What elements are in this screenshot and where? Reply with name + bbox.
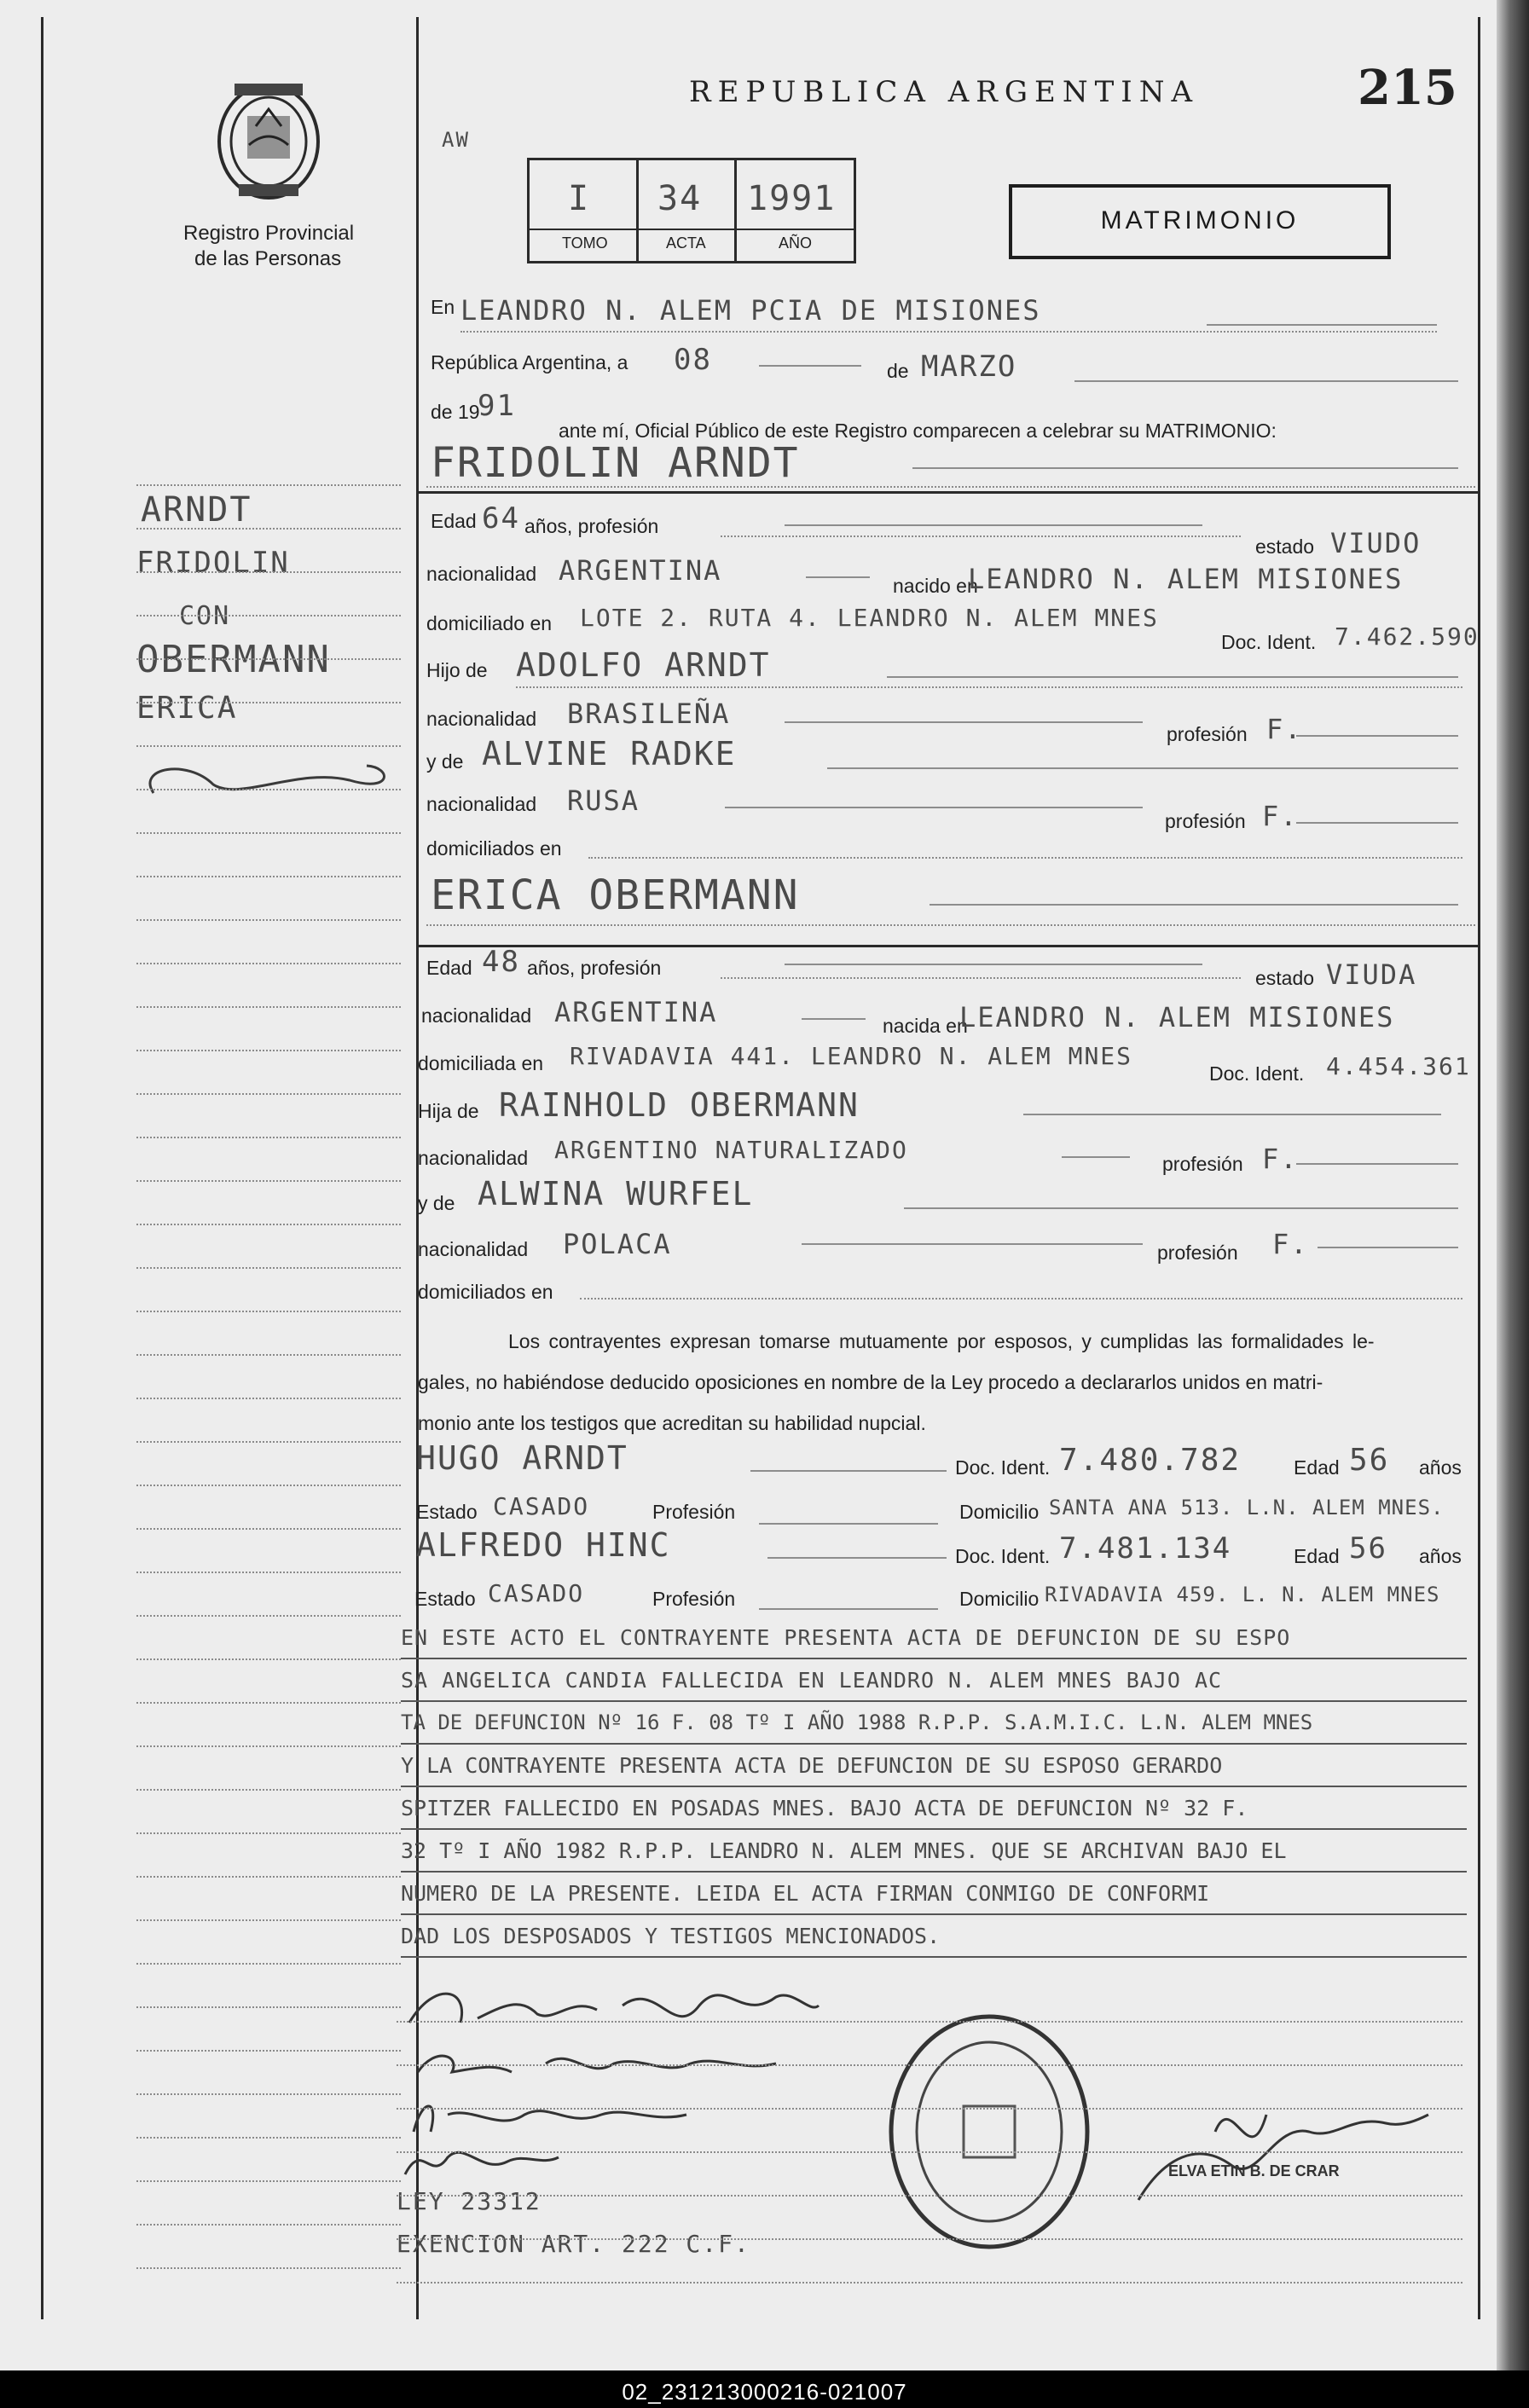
witness2-doc: 7.481.134: [1059, 1531, 1232, 1566]
rule: [136, 1398, 401, 1399]
initials: AW: [442, 128, 470, 152]
groom-domicilio: LOTE 2. RUTA 4. LEANDRO N. ALEM MNES: [580, 604, 1159, 632]
tomo-label: TOMO: [562, 234, 608, 252]
rule: [397, 2195, 1462, 2197]
record-table: [527, 158, 856, 263]
rule: [136, 1876, 401, 1878]
signature-groom: [401, 1971, 827, 2048]
rule: [588, 857, 1462, 859]
witness1-estado-label: Estado: [416, 1501, 478, 1523]
witness1-doc-label: Doc. Ident.: [955, 1456, 1051, 1479]
witness2-domicilio: RIVADAVIA 459. L. N. ALEM MNES: [1045, 1583, 1440, 1606]
rule: [136, 963, 401, 964]
rule: [136, 2006, 401, 2008]
witness2-profesion-label: Profesión: [652, 1588, 736, 1610]
rule: [401, 1700, 1467, 1702]
note-line: 32 Tº I AÑO 1982 R.P.P. LEANDRO N. ALEM MNES. QUE SE ARCHIVAN BAJO EL: [401, 1838, 1287, 1863]
witness2-edad: 56: [1349, 1531, 1387, 1566]
page-edge-shadow: [1497, 0, 1529, 2370]
rule: [516, 686, 1462, 688]
groom-parent2-nac: RUSA: [567, 784, 640, 817]
groom-parent2-prof-label: profesión: [1165, 810, 1246, 832]
rule: [401, 1828, 1467, 1830]
rule: [136, 2093, 401, 2095]
signature-bride: [401, 2038, 810, 2089]
note-line: NUMERO DE LA PRESENTE. LEIDA EL ACTA FIRMAN CONMIGO DE CONFORMI: [401, 1881, 1210, 1906]
rule: [136, 658, 401, 660]
rule: [136, 1441, 401, 1443]
rule: [136, 1702, 401, 1704]
witness1-profesion-label: Profesión: [652, 1501, 736, 1523]
bride-parent1-nac-label: nacionalidad: [418, 1147, 529, 1169]
groom-edad-label: Edad: [431, 510, 477, 532]
witness1-domicilio: SANTA ANA 513. L.N. ALEM MNES.: [1049, 1496, 1445, 1519]
bride-nacida: LEANDRO N. ALEM MISIONES: [959, 1001, 1395, 1033]
rule: [785, 524, 1202, 526]
acta-label: ACTA: [666, 234, 706, 252]
groom-nacionalidad: ARGENTINA: [559, 554, 722, 587]
rule: [802, 1018, 866, 1020]
republica-label: República Argentina, a: [431, 351, 628, 373]
groom-domiciliados-label: domiciliados en: [426, 837, 562, 860]
witness2-edad-label: Edad: [1294, 1545, 1340, 1567]
bride-parent1-prof-label: profesión: [1162, 1153, 1243, 1175]
rule: [397, 2282, 1462, 2284]
witness2-domicilio-label: Domicilio: [959, 1588, 1040, 1610]
rule: [136, 1572, 401, 1573]
witness2-estado-label: Estado: [414, 1588, 476, 1610]
rule: [136, 1137, 401, 1138]
rule: [136, 789, 401, 790]
groom-nacionalidad-label: nacionalidad: [426, 563, 537, 585]
rule: [1296, 822, 1458, 824]
rule: [136, 1093, 401, 1095]
groom-parent2-nac-label: nacionalidad: [426, 793, 537, 815]
rule: [1074, 380, 1458, 382]
note-line: TA DE DEFUNCION Nº 16 F. 08 Tº I AÑO 1988 R.P.P. S.A.M.I.C. L.N. ALEM MNES: [401, 1710, 1313, 1734]
bride-estado-label: estado: [1255, 967, 1315, 989]
marriage-place: LEANDRO N. ALEM PCIA DE MISIONES: [460, 294, 1041, 327]
note-line: Y LA CONTRAYENTE PRESENTA ACTA DE DEFUNCION DE SU ESPOSO GERARDO: [401, 1753, 1223, 1778]
rule: [136, 1963, 401, 1965]
groom-estado: VIUDO: [1330, 527, 1422, 559]
margin-line2: FRIDOLIN: [136, 546, 290, 580]
rule: [136, 1006, 401, 1008]
rule: [136, 1789, 401, 1791]
marriage-day: 08: [674, 343, 712, 377]
act-type: MATRIMONIO: [1100, 206, 1300, 234]
provincial-seal: [213, 75, 324, 203]
bride-profesion-label: años, profesión: [527, 957, 662, 979]
groom-nacido: LEANDRO N. ALEM MISIONES: [968, 563, 1404, 595]
rule: [136, 1224, 401, 1225]
rule: [136, 1528, 401, 1530]
groom-parent1-nac-label: nacionalidad: [426, 708, 537, 730]
rule: [136, 745, 401, 747]
witness2-anos-label: años: [1419, 1545, 1462, 1567]
groom-domiciliado-label: domiciliado en: [426, 612, 553, 634]
bride-doc: 4.454.361: [1326, 1052, 1471, 1080]
witness1-estado: CASADO: [493, 1492, 590, 1520]
ley-reference: LEY 23312: [397, 2187, 542, 2215]
acta-value: 34: [657, 179, 703, 218]
rule: [401, 1786, 1467, 1787]
rule: [136, 1311, 401, 1312]
en-label: En: [431, 296, 455, 318]
rule: [401, 1956, 1467, 1958]
groom-full-name: FRIDOLIN ARNDT: [431, 439, 800, 487]
rule: [725, 807, 1143, 808]
witness1-domicilio-label: Domicilio: [959, 1501, 1040, 1523]
groom-nacido-label: nacido en: [893, 575, 978, 597]
bride-parent1-label: Hija de: [418, 1100, 479, 1122]
rule: [930, 904, 1458, 906]
bride-parent2-label: y de: [418, 1192, 455, 1214]
declaration-line2: gales, no habiéndose deducido oposiciones en nombre de la Ley procedo a declararlos unidos en matri-: [418, 1371, 1323, 1393]
groom-parent1: ADOLFO ARNDT: [516, 646, 771, 684]
bride-doc-label: Doc. Ident.: [1209, 1062, 1305, 1085]
rule: [136, 528, 401, 530]
rule: [401, 1658, 1467, 1659]
rule: [136, 832, 401, 834]
bride-nacionalidad: ARGENTINA: [554, 996, 718, 1028]
bride-domiciliada-label: domiciliada en: [418, 1052, 544, 1074]
bride-parent1-nac: ARGENTINO NATURALIZADO: [554, 1136, 908, 1164]
year-prefix: de 19: [431, 401, 480, 423]
tomo-value: I: [568, 179, 591, 218]
left-border: [41, 17, 43, 2319]
groom-parent2: ALVINE RADKE: [482, 735, 737, 773]
rule: [136, 571, 401, 573]
note-line: EN ESTE ACTO EL CONTRAYENTE PRESENTA ACTA DE DEFUNCION DE SU ESPO: [401, 1625, 1291, 1650]
groom-parent2-prof: F.: [1262, 800, 1299, 832]
rule: [397, 2151, 1462, 2153]
rule: [759, 365, 861, 367]
rule: [136, 1658, 401, 1660]
office-name-line2: de las Personas: [194, 247, 342, 270]
section-divider-groom: [416, 491, 1478, 494]
intro-statement: ante mí, Oficial Público de este Registro comparecen a celebrar su MATRIMONIO:: [559, 420, 1277, 442]
rule: [136, 1832, 401, 1834]
witness2-name: ALFREDO HINC: [416, 1526, 671, 1564]
margin-flourish: [136, 759, 401, 810]
rule: [136, 1485, 401, 1486]
rule: [460, 331, 1437, 333]
page-number: 215: [1358, 60, 1457, 116]
rule: [827, 767, 1458, 769]
rule: [136, 484, 401, 486]
rule: [136, 2224, 401, 2226]
rule: [136, 2137, 401, 2139]
rule: [136, 1180, 401, 1182]
bride-parent1: RAINHOLD OBERMANN: [499, 1086, 860, 1124]
bride-nacionalidad-label: nacionalidad: [421, 1004, 532, 1027]
year-suffix: 91: [478, 389, 516, 423]
rule: [1296, 735, 1458, 737]
bride-edad: 48: [482, 945, 520, 979]
act-type-box: [1009, 184, 1391, 259]
groom-parent1-prof: F.: [1266, 713, 1303, 745]
rule: [136, 2267, 401, 2269]
rule: [136, 615, 401, 616]
groom-parent1-label: Hijo de: [426, 659, 488, 681]
anio-label: AÑO: [779, 234, 813, 252]
rule: [136, 702, 401, 703]
rule: [426, 924, 1475, 926]
witness1-anos-label: años: [1419, 1456, 1462, 1479]
witness1-edad-label: Edad: [1294, 1456, 1340, 1479]
rule: [397, 2238, 1462, 2240]
rule: [721, 535, 1241, 537]
bride-full-name: ERICA OBERMANN: [431, 871, 800, 919]
groom-parent1-prof-label: profesión: [1167, 723, 1248, 745]
rule: [806, 576, 870, 578]
bride-nacida-label: nacida en: [883, 1015, 968, 1037]
rule: [136, 1050, 401, 1051]
marriage-month: MARZO: [921, 350, 1017, 384]
bride-parent2: ALWINA WURFEL: [478, 1175, 754, 1213]
bride-parent2-prof-label: profesión: [1157, 1242, 1238, 1264]
margin-line4: OBERMANN: [136, 638, 331, 681]
rule: [401, 1913, 1467, 1915]
official-stamp-text: ELVA ETIN B. DE CRAR: [1168, 2162, 1340, 2179]
right-border: [1478, 17, 1480, 2319]
witness1-doc: 7.480.782: [1059, 1443, 1242, 1478]
rule: [759, 1523, 938, 1525]
anio-value: 1991: [747, 179, 837, 218]
official-round-stamp: [883, 2008, 1096, 2255]
rule: [785, 964, 1202, 965]
bride-parent2-nac-label: nacionalidad: [418, 1238, 529, 1260]
rule: [1296, 1163, 1458, 1165]
bride-parent1-prof: F.: [1262, 1143, 1299, 1175]
groom-edad: 64: [482, 501, 520, 535]
file-id: 02_231213000216-021007: [622, 2379, 907, 2405]
country-title: REPUBLICA ARGENTINA: [689, 75, 1200, 109]
margin-line3: CON: [179, 601, 231, 631]
rule: [397, 2064, 1462, 2066]
bride-edad-label: Edad: [426, 957, 472, 979]
office-name-line1: Registro Provincial: [183, 222, 355, 245]
signature-witness1: [397, 2089, 704, 2140]
rule: [136, 919, 401, 921]
groom-doc: 7.462.590: [1335, 622, 1480, 651]
rule: [721, 977, 1241, 979]
rule: [136, 1354, 401, 1356]
groom-estado-label: estado: [1255, 535, 1315, 558]
groom-doc-label: Doc. Ident.: [1221, 631, 1317, 653]
note-line: SPITZER FALLECIDO EN POSADAS MNES. BAJO ACTA DE DEFUNCION Nº 32 F.: [401, 1796, 1248, 1820]
signature-witness2: [397, 2140, 567, 2183]
rule: [136, 1745, 401, 1747]
groom-parent2-label: y de: [426, 750, 464, 773]
rule: [136, 2180, 401, 2182]
rule: [887, 676, 1458, 678]
rule: [136, 1615, 401, 1617]
rule: [401, 1871, 1467, 1873]
rule: [1062, 1156, 1130, 1158]
rule: [401, 1743, 1467, 1745]
rule: [1318, 1247, 1458, 1248]
bride-estado: VIUDA: [1326, 958, 1417, 991]
rule: [136, 876, 401, 877]
rule: [904, 1207, 1458, 1209]
rule: [397, 2108, 1462, 2110]
rule: [767, 1557, 947, 1559]
margin-line1: ARNDT: [141, 490, 252, 530]
rule: [750, 1470, 947, 1472]
de-label: de: [887, 360, 909, 382]
rule: [912, 467, 1458, 469]
groom-profesion-label: años, profesión: [524, 515, 659, 537]
bride-domiciliados-label: domiciliados en: [418, 1281, 553, 1303]
witness1-name: HUGO ARNDT: [416, 1439, 628, 1477]
bride-parent2-nac: POLACA: [563, 1228, 672, 1260]
note-line: SA ANGELICA CANDIA FALLECIDA EN LEANDRO N. ALEM MNES BAJO AC: [401, 1668, 1223, 1693]
bride-parent2-prof: F.: [1272, 1228, 1309, 1260]
groom-parent1-nac: BRASILEÑA: [567, 698, 731, 730]
rule: [397, 2021, 1462, 2023]
witness2-estado: CASADO: [488, 1579, 585, 1607]
rule: [785, 721, 1143, 723]
rule: [136, 2050, 401, 2052]
witness1-edad: 56: [1349, 1443, 1390, 1478]
note-line: DAD LOS DESPOSADOS Y TESTIGOS MENCIONADOS.: [401, 1924, 941, 1948]
declaration-line3: monio ante los testigos que acreditan su habilidad nupcial.: [418, 1412, 926, 1434]
rule: [136, 1919, 401, 1921]
rule: [1207, 324, 1437, 326]
margin-line5: ERICA: [136, 691, 238, 726]
exencion-reference: EXENCION ART. 222 C.F.: [397, 2230, 750, 2258]
witness2-doc-label: Doc. Ident.: [955, 1545, 1051, 1567]
rule: [580, 1298, 1462, 1300]
section-divider-bride: [416, 945, 1478, 947]
rule: [759, 1608, 938, 1610]
rule: [426, 486, 1475, 488]
bride-domicilio: RIVADAVIA 441. LEANDRO N. ALEM MNES: [570, 1042, 1133, 1070]
rule: [1023, 1114, 1441, 1115]
rule: [802, 1243, 1143, 1245]
declaration-line1: Los contrayentes expresan tomarse mutuamente por esposos, y cumplidas las formalidades le-: [508, 1330, 1375, 1352]
rule: [136, 1267, 401, 1269]
